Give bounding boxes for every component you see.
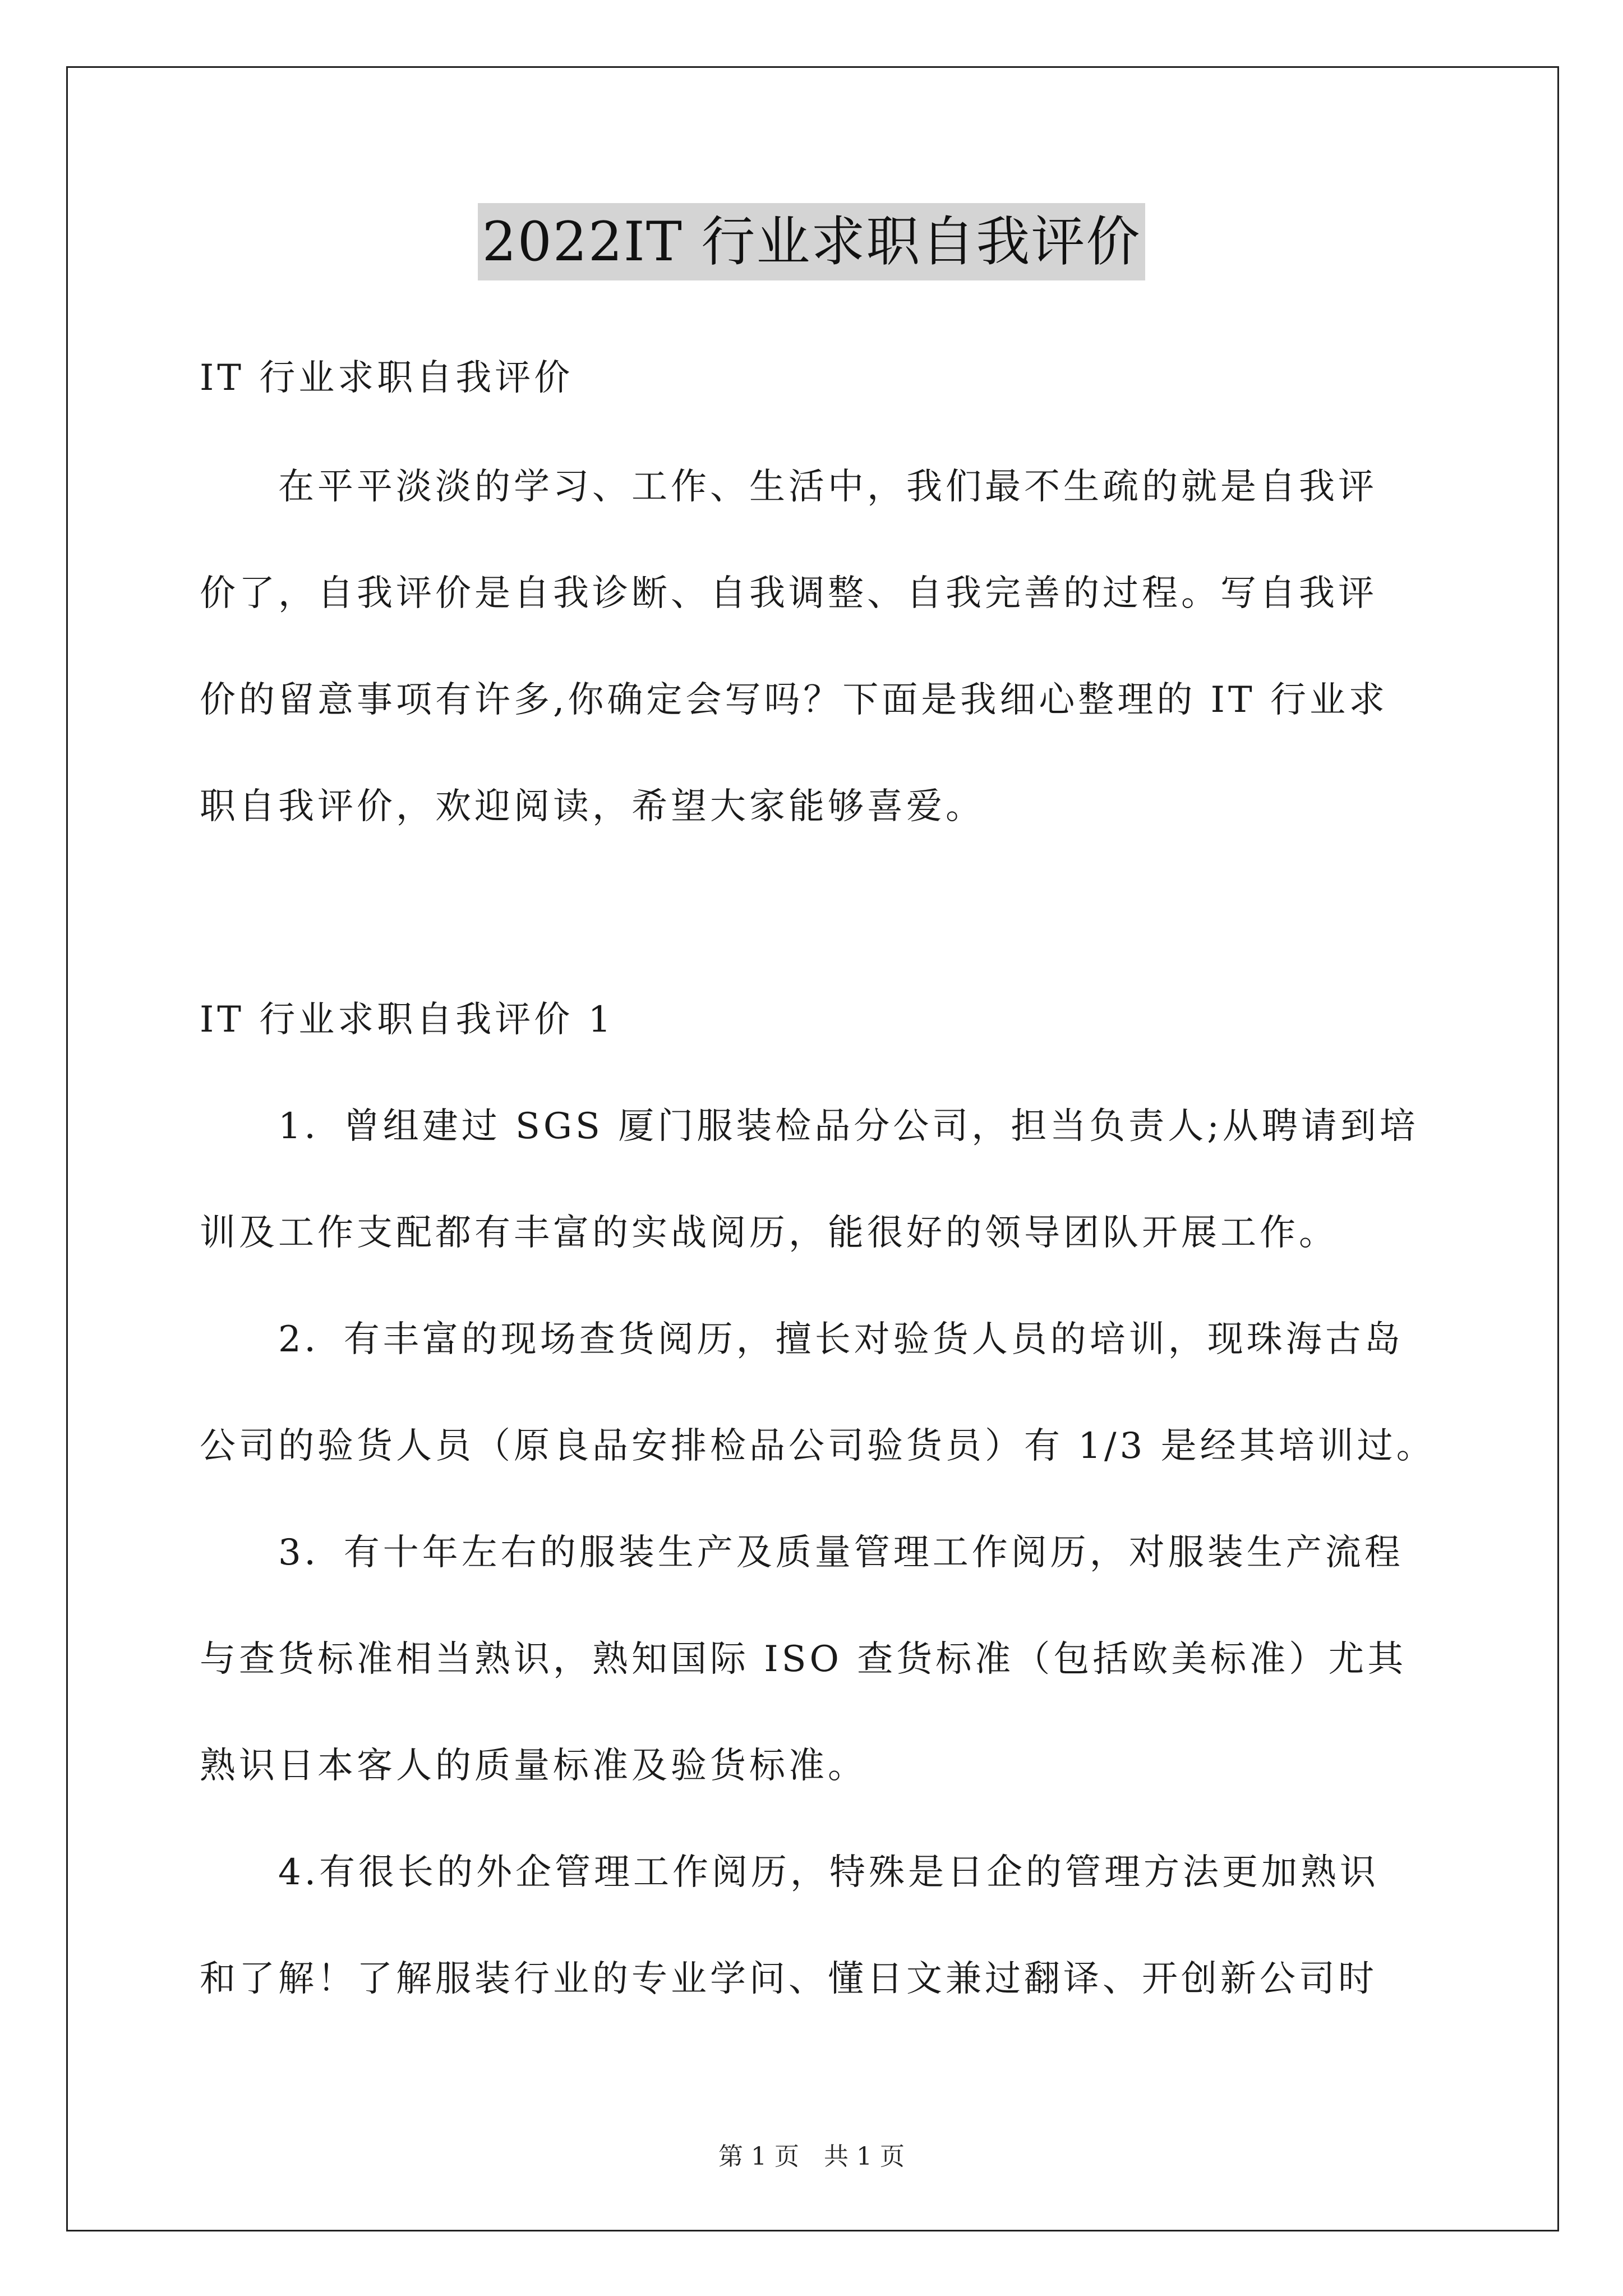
list-item-line: 与查货标准相当熟识，熟知国际 ISO 查货标准（包括欧美标准）尤其	[200, 1639, 1407, 1680]
document-title: 2022IT 行业求职自我评价	[478, 203, 1146, 280]
paragraph-line: 价了，自我评价是自我诊断、自我调整、自我完善的过程。写自我评	[200, 573, 1377, 614]
subtitle-line: IT 行业求职自我评价	[200, 357, 574, 399]
section-heading: IT 行业求职自我评价 1	[200, 999, 615, 1041]
list-item-line: 熟识日本客人的质量标准及验货标准。	[200, 1745, 867, 1787]
paragraph-line: 价的留意事项有许多,你确定会写吗？下面是我细心整理的 IT 行业求	[200, 679, 1388, 721]
list-item-line: 3．有十年左右的服装生产及质量管理工作阅历，对服装生产流程	[200, 1532, 1404, 1573]
paragraph-line: 职自我评价，欢迎阅读，希望大家能够喜爱。	[200, 786, 985, 827]
list-item-line: 和了解！了解服装行业的专业学问、懂日文兼过翻译、开创新公司时	[200, 1958, 1377, 2000]
title-container	[0, 203, 1623, 280]
list-item-line: 2．有丰富的现场查货阅历，擅长对验货人员的培训，现珠海古岛	[200, 1319, 1404, 1360]
list-item-line: 公司的验货人员（原良品安排检品公司验货员）有 1/3 是经其培训过。	[200, 1425, 1436, 1467]
list-item-line: 训及工作支配都有丰富的实战阅历，能很好的领导团队开展工作。	[200, 1212, 1338, 1254]
page-footer: 第 1 页 共 1 页	[718, 2142, 905, 2171]
list-item-line: 1．曾组建过 SGS 厦门服装检品分公司，担当负责人;从聘请到培	[200, 1106, 1419, 1147]
paragraph-line: 在平平淡淡的学习、工作、生活中，我们最不生疏的就是自我评	[200, 466, 1377, 508]
list-item-line: 4.有很长的外企管理工作阅历，特殊是日企的管理方法更加熟识	[200, 1852, 1380, 1893]
